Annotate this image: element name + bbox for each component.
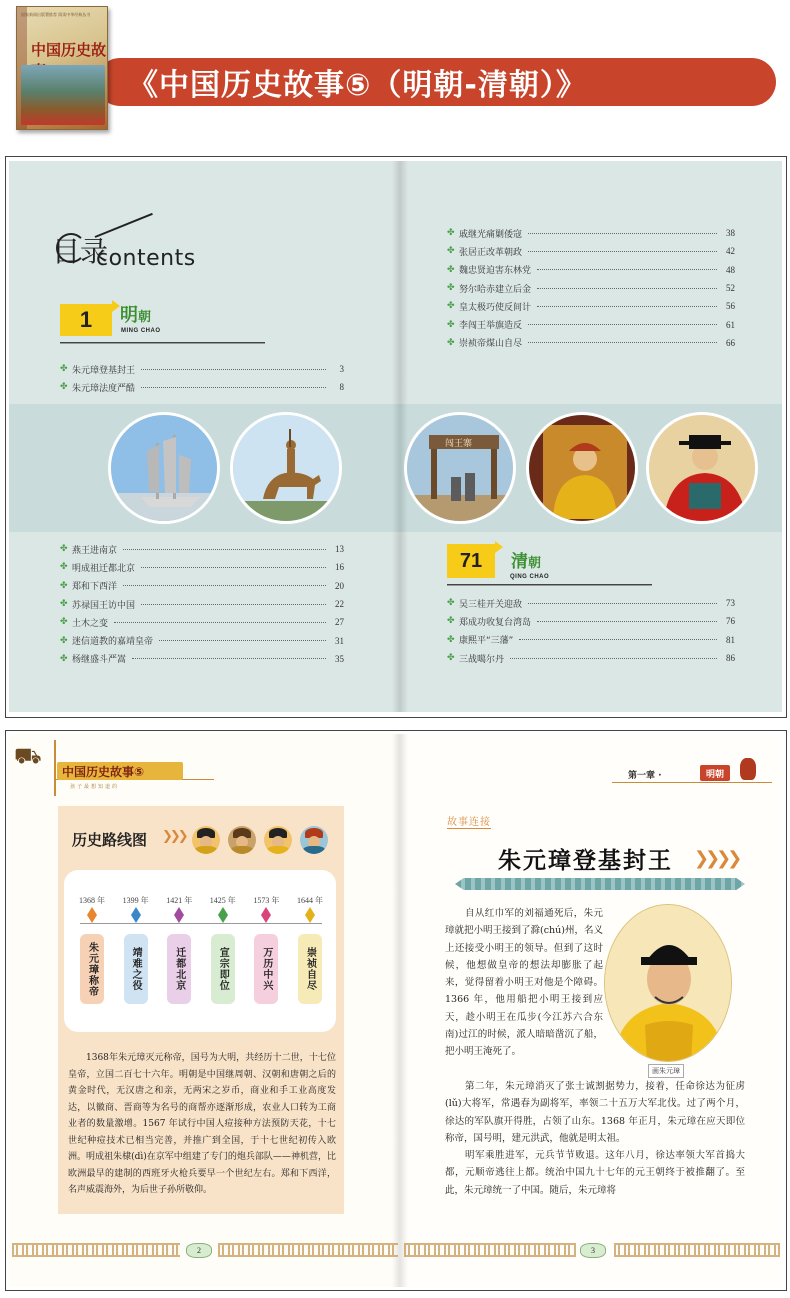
book-cover-image	[16, 6, 108, 130]
toc-entry-page: 38	[726, 228, 735, 239]
toc-entry-title: 康熙平“三藩”	[459, 636, 514, 647]
timeline-year: 1399 年	[122, 896, 149, 905]
toc-entry-page: 16	[335, 562, 344, 573]
toc-entry-page: 8	[339, 382, 344, 393]
toc-entry[interactable]	[60, 540, 344, 558]
toc-entry-page: 52	[726, 283, 735, 294]
toc-leader	[528, 603, 717, 604]
toc-entry-page: 22	[335, 599, 344, 610]
toc-leader	[528, 342, 717, 343]
chapter-era-badge: 明朝	[700, 765, 730, 781]
leaf-bullet-icon: ✤	[447, 228, 455, 239]
timeline-year: 1421 年	[166, 896, 193, 905]
toc-entry-page: 35	[335, 653, 344, 664]
ming-page-badge: 1	[60, 304, 112, 336]
toc-entry-title: 杨继盛斗严嵩	[72, 655, 127, 666]
timeline-event: 朱元璋称帝	[80, 934, 104, 1004]
timeline-event: 迁都北京	[167, 934, 191, 1004]
toc-entry-title: 朱元璋登基封王	[72, 365, 136, 376]
page-title: 《中国历史故事⑤（明朝-清朝）》	[128, 68, 587, 103]
story-paragraph: 明军乘胜进军，元兵节节败退。这年八月，徐达率领大军首捣大都，元顺帝逃往上都。统治中国九十七年的元王朝终于被推翻了。至此，朱元璋统一了中国。随后，朱元璋将	[445, 1150, 745, 1196]
leaf-bullet-icon: ✤	[447, 246, 455, 257]
toc-entry-title: 戚继光痛剿倭寇	[459, 229, 523, 240]
story-intro-paragraph: 自从红巾军的刘福通死后，朱元璋就把小明王接到了滁(chú)州，名义上还接受小明王的领导。但到了这时候，他想做皇帝的想法却膨胀了起来，觉得留着小明王对他是个障碍。1366 年，他用船把小明王接到应天，趁小明王在瓜步(今江苏六合东南)过江的时候，派人暗暗凿沉了船，把小明王淹死了。	[445, 908, 603, 1058]
meander-border	[614, 1243, 780, 1257]
toc-entry-title: 燕王进南京	[72, 545, 118, 556]
toc-entry[interactable]	[447, 224, 735, 242]
toc-entry-title: 吴三桂开关迎敌	[459, 599, 523, 610]
toc-entry-page: 48	[726, 264, 735, 275]
ming-pinyin: MING CHAO	[121, 328, 161, 334]
toc-entry[interactable]	[447, 242, 735, 260]
toc-leader	[519, 639, 717, 640]
vase-icon	[740, 758, 756, 780]
qing-underline	[447, 584, 652, 586]
toc-entry-page: 27	[335, 617, 344, 628]
toc-leader	[537, 306, 717, 307]
emperor-avatar	[264, 826, 292, 854]
city-gate-photo	[404, 412, 516, 524]
toc-leader	[537, 288, 717, 289]
emperor-avatar	[300, 826, 328, 854]
toc-entry[interactable]	[60, 558, 344, 576]
toc-entry-page: 13	[335, 544, 344, 555]
leaf-bullet-icon: ✤	[60, 364, 68, 375]
toc-entry-title: 崇祯帝煤山自尽	[459, 339, 523, 350]
leaf-bullet-icon: ✤	[447, 319, 455, 330]
chevron-icon: ❯❯❯	[162, 829, 186, 844]
running-head-title: 中国历史故事⑤	[62, 765, 145, 779]
toc-entry[interactable]	[60, 577, 344, 595]
page-fold	[392, 161, 408, 712]
toc-entry-title: 三战噶尔丹	[459, 654, 505, 665]
chevron-icon: ❯❯❯❯	[694, 848, 739, 869]
page-fold	[392, 734, 408, 1287]
timeline-marker-icon	[87, 907, 97, 923]
qing-era-suffix: 朝	[528, 556, 542, 571]
cover-top-text: 国家新闻出版署推荐 阅读中华经典丛书	[21, 12, 91, 17]
leaf-bullet-icon: ✤	[60, 562, 68, 573]
toc-leader	[141, 369, 326, 370]
leaf-bullet-icon: ✤	[447, 598, 455, 609]
story-paragraph: 第二年，朱元璋消灭了张士诚割据势力，接着，任命徐达为征虏(lǔ)大将军，常遇春为副将军，率领二十五万大军北伐。过了两个月，徐达的军队旗开得胜，占领了山东。1368 年正月，朱元璋在应天即位称帝，国号明，建元洪武，他就是明太祖。	[445, 1081, 745, 1144]
toc-entry-page: 61	[726, 319, 735, 330]
emperor-avatar	[192, 826, 220, 854]
running-head-subtitle: 孩子最想知道的	[70, 784, 120, 790]
toc-entry-title: 明成祖迁都北京	[72, 563, 136, 574]
svg-text:闯王寨: 闯王寨	[445, 439, 473, 449]
emperor-avatar	[228, 826, 256, 854]
toc-entry-title: 朱元璋法度严酷	[72, 383, 136, 394]
ox-cart-icon: ⛟	[14, 744, 42, 769]
chapter-label: 第一章 ·	[628, 771, 662, 781]
toc-entry-page: 56	[726, 301, 735, 312]
toc-ming-bottom	[60, 540, 344, 668]
timeline-year: 1644 年	[297, 896, 323, 905]
toc-ming-right	[447, 224, 735, 352]
ming-official-portrait	[646, 412, 758, 524]
toc-leader	[123, 549, 326, 550]
leaf-bullet-icon: ✤	[60, 599, 68, 610]
toc-entry[interactable]	[447, 297, 735, 315]
toc-leader	[528, 233, 717, 234]
cover-title: 中国历史故	[31, 41, 107, 59]
timeline-marker-icon	[218, 907, 228, 923]
toc-entry[interactable]	[447, 315, 735, 333]
toc-entry-title: 郑成功收复台湾岛	[459, 617, 532, 628]
toc-leader	[510, 658, 717, 659]
timeline-event: 崇祯自尽	[298, 934, 322, 1004]
ming-summary-paragraph: 1368年朱元璋灭元称帝，国号为大明，共经历十二世，十七位皇帝，立国二百七十六年。明朝是中国继周朝、汉朝和唐朝之后的黄金时代，无汉唐之和亲，无两宋之岁币，商业和手工业高度发达，以徽商、晋商等为名号的商帮亦逐渐形成，农业人口转为工商业者的数量激增。1567 年试行中国人痘接种方法预防天花，十七世纪种痘技术已相当完善，并推广到全国，于十七世纪初传入欧洲。明成祖朱棣(dì)在京军中组建了专门的炮兵部队——神机营，比欧洲最早的建制的西班牙火枪兵要早一个世纪左右。郑和下西洋，名声威震海外，为后世子孙所敬仰。	[68, 1053, 336, 1195]
toc-entry-page: 31	[335, 635, 344, 646]
toc-entry-title: 皇太极巧使反间计	[459, 302, 532, 313]
toc-entry-page: 3	[339, 364, 344, 375]
story-title: 朱元璋登基封王	[498, 847, 673, 874]
decorative-band	[455, 878, 745, 890]
qing-emperor-portrait	[526, 412, 638, 524]
toc-entry-page: 42	[726, 246, 735, 257]
toc-leader	[123, 585, 326, 586]
toc-entry-title: 李闯王举旗造反	[459, 321, 523, 332]
qing-era-char: 清	[511, 552, 528, 572]
toc-entry[interactable]	[60, 650, 344, 668]
toc-entry-title: 土木之变	[72, 618, 109, 629]
leaf-bullet-icon: ✤	[447, 616, 455, 627]
horse-statue-photo	[230, 412, 342, 524]
toc-entry[interactable]	[447, 631, 735, 649]
ming-era-title	[120, 301, 151, 327]
toc-entry[interactable]	[447, 612, 735, 630]
leaf-bullet-icon: ✤	[447, 653, 455, 664]
timeline-year: 1368 年	[79, 896, 105, 905]
toc-leader	[528, 324, 717, 325]
toc-entry-page: 66	[726, 337, 735, 348]
ming-era-suffix: 朝	[138, 310, 152, 325]
toc-leader	[537, 269, 717, 270]
toc-entry-title: 苏禄国王访中国	[72, 600, 136, 611]
meander-border	[218, 1243, 398, 1257]
ming-badge-arrow	[112, 300, 120, 312]
toc-entry[interactable]	[447, 279, 735, 297]
timeline-axis	[80, 923, 322, 924]
timeline-year: 1425 年	[209, 896, 236, 905]
toc-leader	[537, 621, 717, 622]
toc-leader	[141, 604, 326, 605]
toc-qing	[447, 594, 735, 667]
leaf-bullet-icon: ✤	[447, 337, 455, 348]
timeline-year: 1573 年	[253, 896, 280, 905]
toc-entry-title: 郑和下西洋	[72, 582, 118, 593]
toc-entry-title: 努尔哈赤建立后金	[459, 284, 532, 295]
toc-entry-page: 86	[726, 653, 735, 664]
running-head-rule	[612, 782, 772, 783]
toc-entry-page: 20	[335, 580, 344, 591]
toc-entry[interactable]	[60, 631, 344, 649]
timeline-marker-icon	[305, 907, 315, 923]
toc-leader	[141, 387, 326, 388]
timeline-event: 宣宗即位	[211, 934, 235, 1004]
leaf-bullet-icon: ✤	[447, 264, 455, 275]
page-number-right: 3	[580, 1243, 606, 1258]
roadmap-title: 历史路线图	[72, 831, 148, 849]
portrait-caption: 画朱元璋	[648, 1064, 684, 1078]
timeline-event: 万历中兴	[254, 934, 278, 1004]
toc-entry[interactable]	[447, 261, 735, 279]
toc-entry[interactable]	[60, 613, 344, 631]
toc-entry-page: 81	[726, 634, 735, 645]
leaf-bullet-icon: ✤	[60, 635, 68, 646]
treasure-ship-photo	[108, 412, 220, 524]
leaf-bullet-icon: ✤	[60, 617, 68, 628]
timeline-marker-icon	[174, 907, 184, 923]
toc-entry[interactable]	[60, 360, 344, 378]
contents-mu-label: 目录	[52, 235, 109, 268]
qing-era-title	[511, 547, 541, 572]
toc-ming-top	[60, 360, 344, 397]
ming-era-char: 明	[120, 305, 138, 326]
meander-border	[12, 1243, 180, 1257]
toc-entry-title: 迷信道教的嘉靖皇帝	[72, 637, 154, 648]
toc-entry[interactable]	[60, 378, 344, 396]
meander-border	[404, 1243, 576, 1257]
toc-leader	[528, 251, 717, 252]
leaf-bullet-icon: ✤	[60, 544, 68, 555]
qing-pinyin: QING CHAO	[510, 574, 550, 580]
timeline-marker-icon	[261, 907, 271, 923]
leaf-bullet-icon: ✤	[60, 653, 68, 664]
leaf-bullet-icon: ✤	[60, 580, 68, 591]
toc-entry[interactable]	[447, 334, 735, 352]
toc-leader	[132, 658, 326, 659]
cover-illustration	[21, 65, 105, 125]
toc-entry[interactable]	[447, 594, 735, 612]
leaf-bullet-icon: ✤	[447, 634, 455, 645]
toc-entry-page: 76	[726, 616, 735, 627]
zhu-yuanzhang-portrait	[604, 904, 732, 1062]
story-link-tag: 故事连接	[447, 813, 491, 829]
qing-badge-arrow	[495, 541, 503, 553]
leaf-bullet-icon: ✤	[447, 301, 455, 312]
qing-page-badge: 71	[447, 544, 495, 578]
timeline-event: 靖难之役	[124, 934, 148, 1004]
leaf-bullet-icon: ✤	[447, 283, 455, 294]
story-body	[445, 1078, 745, 1199]
toc-entry-page: 73	[726, 598, 735, 609]
toc-entry-title: 魏忠贤迫害东林党	[459, 266, 532, 277]
toc-entry-title: 张居正改革朝政	[459, 247, 523, 258]
toc-leader	[141, 567, 326, 568]
contents-label: contents	[96, 246, 196, 271]
toc-entry[interactable]	[60, 595, 344, 613]
toc-entry[interactable]	[447, 649, 735, 667]
ming-underline	[60, 342, 265, 344]
toc-leader	[159, 640, 326, 641]
page-number-left: 2	[186, 1243, 212, 1258]
toc-leader	[114, 622, 326, 623]
timeline-marker-icon	[131, 907, 141, 923]
running-head-vline	[54, 740, 56, 796]
leaf-bullet-icon: ✤	[60, 382, 68, 393]
